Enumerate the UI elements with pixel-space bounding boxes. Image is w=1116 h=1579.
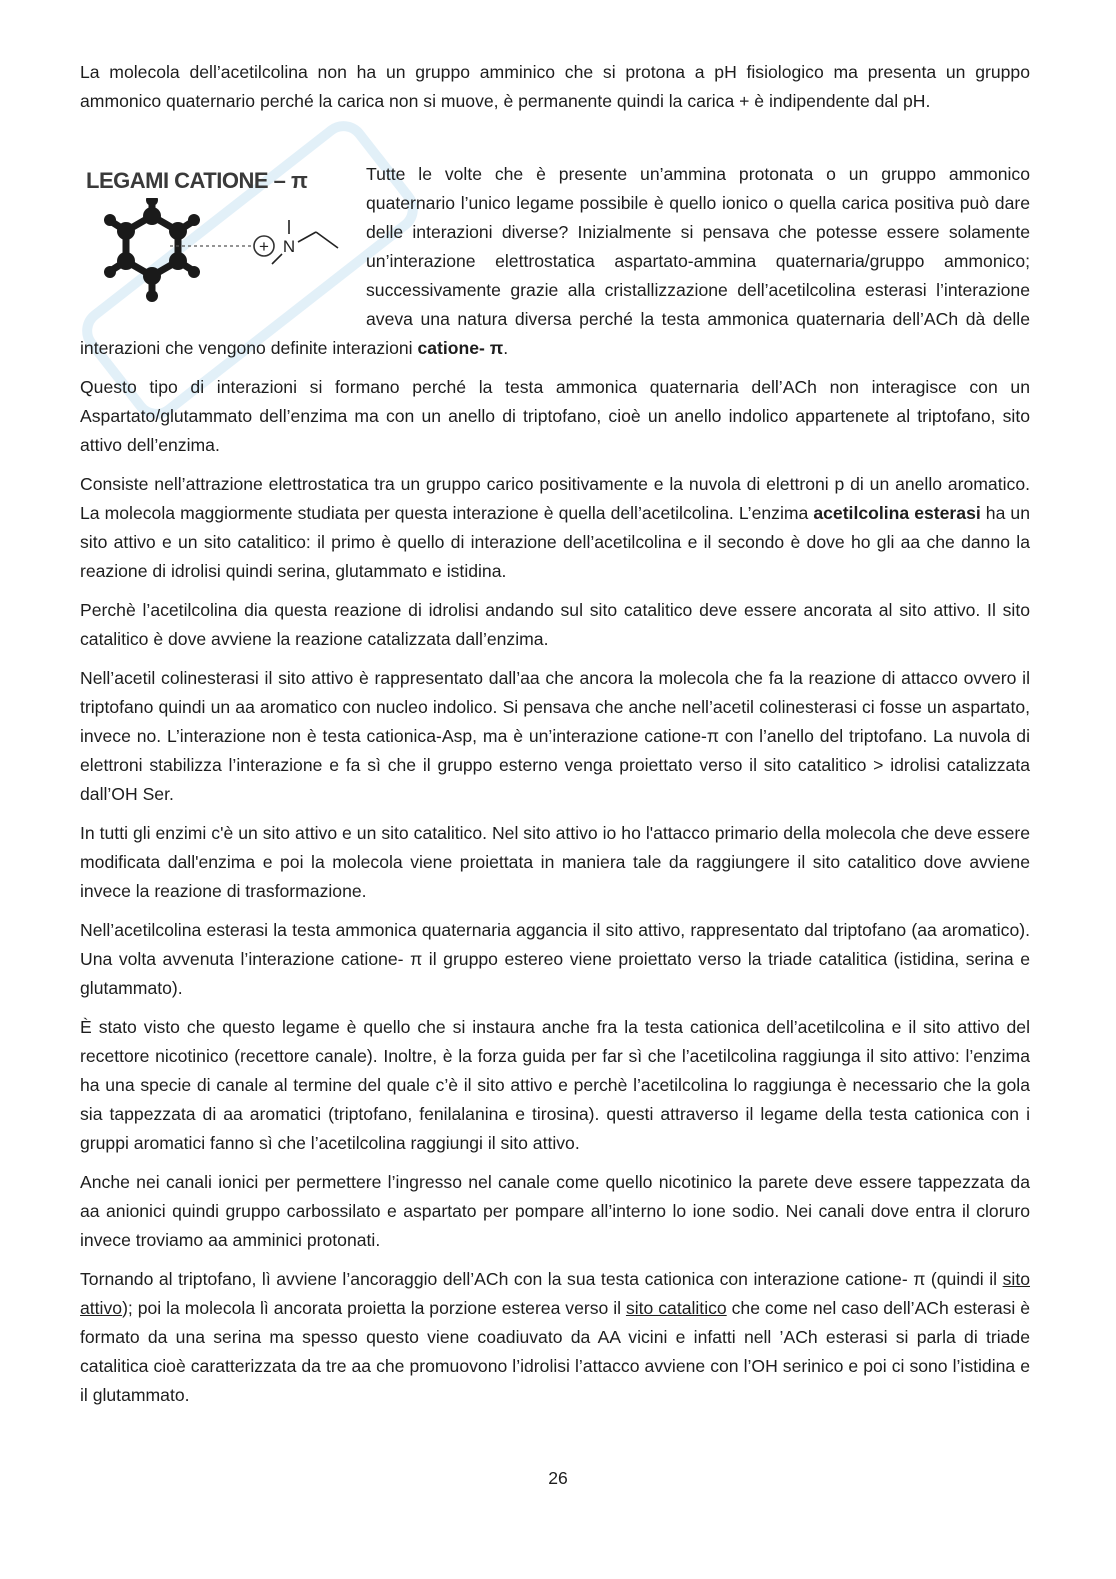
underlined-term-active-site: sito attivo [80, 1269, 1030, 1318]
paragraph-3: Questo tipo di interazioni si formano perché la testa ammonica quaternaria dell’ACh non interagisce con un Aspartato/glutammato dell’enzima ma con un anello di triptofano, cioè un anello indolico appartenete al triptofano, sito attivo dell’enzima. [80, 377, 1030, 455]
paragraph-2: Tutte le volte che è presente un’ammina protonata o un gruppo ammonico quaternario l’unico legame possibile è quello ionico o quella carica positiva può dare delle interazioni diverse? Inizialmente si pensava che potesse essere solamente un’interazione elettrostatica aspartato-ammina quaternaria/gruppo ammonico; successivamente grazie alla cristallizzazione dell’acetilcolina esterasi l’interazione aveva una natura diversa perché la testa ammonica quaternaria dell’ACh dà delle interazioni che vengono definite interazioni catione- π. [80, 164, 1030, 358]
paragraph-8: Nell’acetilcolina esterasi la testa ammonica quaternaria aggancia il sito attivo, rappresentato dal triptofano (aa aromatico). Una volta avvenuta l’interazione catione- π il gruppo estereo viene proiettato verso la triade catalitica (istidina, serina e glutammato). [80, 920, 1030, 998]
cation-pi-figure [80, 162, 350, 330]
bold-term-cation-pi: catione- π [417, 338, 504, 358]
cation-pi-molecule-diagram [80, 198, 350, 328]
bold-term-acetylcholinesterase: acetilcolina esterasi [813, 503, 981, 523]
underlined-term-catalytic-site: sito catalitico [625, 1298, 727, 1318]
paragraph-11: Tornando al triptofano, lì avviene l’ancoraggio dell’ACh con la sua testa cationica con interazione catione- π (quindi il sito attivo); poi la molecola lì ancorata proietta la porzione esterea verso il sito catalitico che come nel caso dell’ACh esterasi è formato da una serina ma spesso questo viene coadiuvato da AA vicini e infatti nell ’ACh esterasi si parla di triade catalitica cioè caratterizzata da tre aa che promuovono l’idrolisi l’attacco avviene con l’OH serinico e poi ci sono l’istidina e il glutammato. [80, 1269, 1031, 1405]
paragraph-6: Nell’acetil colinesterasi il sito attivo è rappresentato dall’aa che ancora la molecola che fa la reazione di attacco ovvero il triptofano quindi un aa aromatico con nucleo indolico. Si pensava che anche nell’acetil colinesterasi ci fosse un aspartato, invece no. L’interazione non è testa cationica-Asp, ma è un’interazione catione-π con l’anello del triptofano. La nuvola di elettroni stabilizza l’interazione e fa sì che il gruppo esterno venga proiettato verso il sito catalitico > idrolisi catalizzata dall’OH Ser. [80, 668, 1030, 804]
paragraph-1: La molecola dell’acetilcolina non ha un gruppo amminico che si protona a pH fisiologico ma presenta un gruppo ammonico quaternario perché la carica non si muove, è permanente quindi la carica + è indipendente dal pH. [80, 62, 1030, 111]
plus-sign: + [259, 237, 269, 256]
paragraph-4: Consiste nell’attrazione elettrostatica tra un gruppo carico positivamente e la nuvola di elettroni p di un anello aromatico. La molecola maggiormente studiata per questa interazione è quella dell’acetilcolina. L’enzima acetilcolina esterasi ha un sito attivo e un sito catalitico: il primo è quello di interazione dell’acetilcolina e il secondo è dove ho gli aa che danno la reazione di idrolisi quindi serina, glutammato e istidina. [80, 474, 1030, 581]
nitrogen-label: N [282, 237, 296, 256]
paragraph-7: In tutti gli enzimi c'è un sito attivo e un sito catalitico. Nel sito attivo io ho l'attacco primario della molecola che deve essere modificata dall'enzima e poi la molecola viene proiettata in maniera tale da raggiungere il sito catalitico dove avviene invece la reazione di trasformazione. [80, 823, 1030, 901]
document-page [80, 58, 1030, 1420]
paragraph-10: Anche nei canali ionici per permettere l’ingresso nel canale come quello nicotinico la parete deve essere tappezzata da aa anionici quindi gruppo carbossilato e aspartato per pompare all’interno lo ione sodio. Nei canali dove entra il cloruro invece troviamo aa amminici protonati. [80, 1172, 1030, 1250]
paragraph-9: È stato visto che questo legame è quello che si instaura anche fra la testa cationica dell’acetilcolina e il sito attivo del recettore nicotinico (recettore canale). Inoltre, è la forza guida per far sì che l’acetilcolina raggiunga il sito attivo: l’enzima ha una specie di canale al termine del quale c’è il sito attivo e perchè l’acetilcolina lo raggiunga è necessario che la gola sia tappezzata di aa aromatici (triptofano, fenilalanina e tirosina). questi attraverso il legame della testa cationica con i gruppi aromatici fanno sì che l’acetilcolina raggiungi il sito attivo. [80, 1017, 1030, 1153]
page-number: 26 [548, 1468, 568, 1488]
figure-title: LEGAMI CATIONE – π [86, 168, 308, 193]
paragraph-5: Perchè l’acetilcolina dia questa reazione di idrolisi andando sul sito catalitico deve essere ancorata al sito attivo. Il sito catalitico è dove avviene la reazione catalizzata dall’enzima. [80, 600, 1030, 649]
